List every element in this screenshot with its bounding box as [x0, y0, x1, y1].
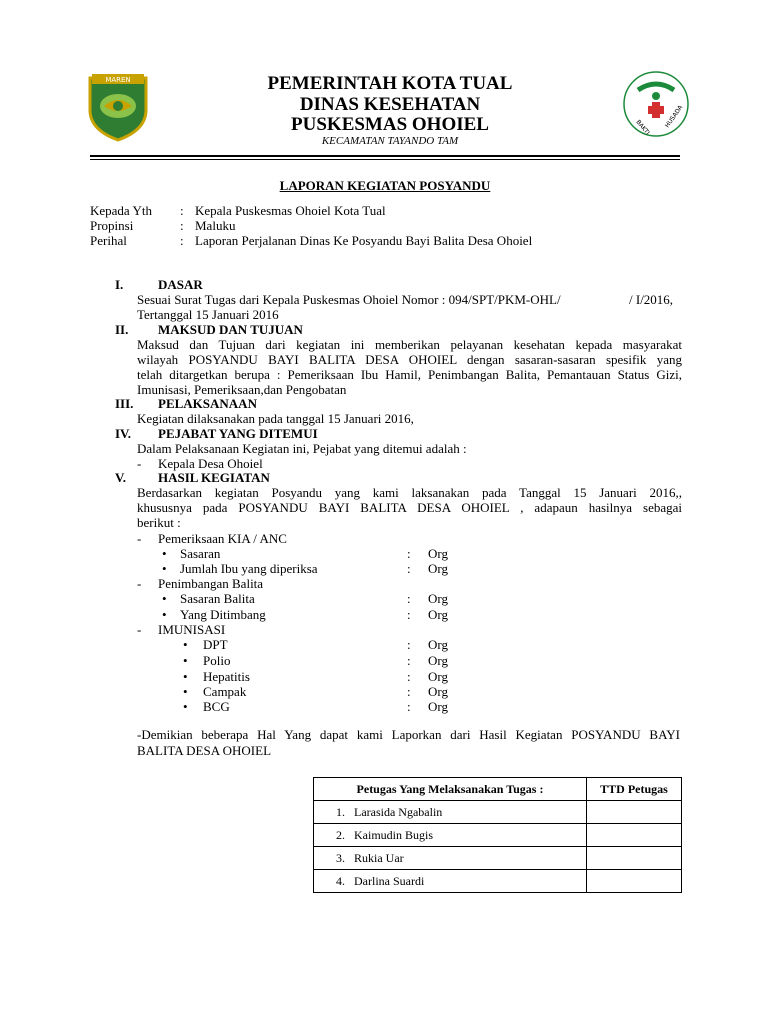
header-divider — [90, 155, 680, 157]
result-item-sep: : — [407, 637, 411, 652]
result-item-unit: Org — [428, 699, 448, 714]
bullet-icon: • — [183, 653, 188, 668]
bullet-icon: • — [162, 561, 167, 576]
paragraph-line: Tertanggal 15 Januari 2016 — [137, 307, 279, 322]
meta-sep: : — [180, 218, 184, 233]
header-department: DINAS KESEHATAN — [299, 94, 481, 115]
officer-cell — [314, 824, 587, 847]
paragraph-line: Dalam Pelaksanaan Kegiatan ini, Pejabat yang ditemui adalah : — [137, 441, 467, 456]
result-item-sep: : — [407, 699, 411, 714]
city-emblem-logo — [84, 70, 152, 142]
officers-table — [313, 777, 682, 893]
officer-name: Darlina Suardi — [354, 873, 425, 888]
result-item-sep: : — [407, 684, 411, 699]
table-header: Petugas Yang Melaksanakan Tugas : — [314, 778, 587, 801]
result-item-label: Sasaran Balita — [180, 591, 255, 606]
signature-cell — [587, 870, 682, 893]
result-item-label: Hepatitis — [203, 669, 250, 684]
list-dash: - — [137, 456, 142, 471]
list-dash: - — [137, 576, 142, 591]
result-item-sep: : — [407, 653, 411, 668]
section-title-hasil: HASIL KEGIATAN — [158, 470, 270, 485]
result-item-unit: Org — [428, 684, 448, 699]
officer-number: 4. — [336, 873, 345, 888]
result-item-label: Polio — [203, 653, 231, 668]
section-title-dasar: DASAR — [158, 277, 203, 292]
paragraph-line: berikut : — [137, 515, 181, 530]
table-row — [314, 870, 682, 893]
list-dash: - — [137, 622, 142, 637]
list-item-official: Kepala Desa Ohoiel — [158, 456, 263, 471]
officer-name: Larasida Ngabalin — [354, 804, 443, 819]
meta-label: Perihal — [90, 233, 127, 248]
result-item-unit: Org — [428, 561, 448, 576]
result-item-sep: : — [407, 546, 411, 561]
officer-cell — [314, 847, 587, 870]
paragraph-line: Maksud dan Tujuan dari kegiatan ini memberikan pelayanan kesehatan kepada masyarakat — [137, 337, 682, 352]
header-government: PEMERINTAH KOTA TUAL — [267, 73, 513, 94]
meta-label: Propinsi — [90, 218, 134, 233]
bullet-icon: • — [162, 546, 167, 561]
signature-cell — [587, 801, 682, 824]
result-item-label: Sasaran — [180, 546, 221, 561]
document-title: LAPORAN KEGIATAN POSYANDU — [279, 178, 491, 193]
meta-label: Kepada Yth — [90, 203, 152, 218]
result-group-imunisasi: IMUNISASI — [158, 622, 226, 637]
result-item-label: Yang Ditimbang — [180, 607, 266, 622]
closing-line: -Demikian beberapa Hal Yang dapat kami Laporkan dari Hasil Kegiatan POSYANDU BAYI — [137, 727, 680, 742]
result-item-sep: : — [407, 607, 411, 622]
section-number: III. — [115, 396, 134, 411]
officer-number: 2. — [336, 827, 345, 842]
result-item-unit: Org — [428, 546, 448, 561]
result-item-label: Jumlah Ibu yang diperiksa — [180, 561, 318, 576]
meta-value-recipient: Kepala Puskesmas Ohoiel Kota Tual — [195, 203, 386, 218]
meta-value-subject: Laporan Perjalanan Dinas Ke Posyandu Bayi Balita Desa Ohoiel — [195, 233, 533, 248]
result-item-label: Campak — [203, 684, 247, 699]
table-header: TTD Petugas — [587, 778, 682, 801]
officer-number: 3. — [336, 850, 345, 865]
paragraph-line: wilayah POSYANDU BAYI BALITA DESA OHOIEL dengan sasaran-sasaran spesifik yang — [137, 352, 682, 367]
table-row — [314, 801, 682, 824]
section-number: V. — [115, 470, 126, 485]
bakti-husada-logo — [622, 70, 690, 138]
paragraph-line: Imunisasi, Pemeriksaan,dan Pengobatan — [137, 382, 347, 397]
husada-label: HUSADA — [663, 104, 685, 130]
result-item-unit: Org — [428, 607, 448, 622]
paragraph-line: Kegiatan dilaksanakan pada tanggal 15 Januari 2016, — [137, 411, 414, 426]
table-row — [314, 824, 682, 847]
bullet-icon: • — [162, 591, 167, 606]
header-district: KECAMATAN TAYANDO TAM — [321, 135, 459, 147]
result-item-label: DPT — [203, 637, 228, 652]
bullet-icon: • — [183, 637, 188, 652]
closing-line: BALITA DESA OHOIEL — [137, 743, 272, 758]
paragraph-line: Berdasarkan kegiatan Posyandu yang kami laksanakan pada Tanggal 15 Januari 2016,, — [137, 485, 682, 500]
section-number: II. — [115, 322, 129, 337]
table-row — [314, 847, 682, 870]
paragraph-line: telah ditargetkan berupa : Pemeriksaan Ibu Hamil, Penimbangan Balita, Pemantauan Status Gizi, — [137, 367, 682, 382]
paragraph-line: Sesuai Surat Tugas dari Kepala Puskesmas Ohoiel Nomor : 094/SPT/PKM-OHL/ — [137, 292, 561, 307]
signature-cell — [587, 824, 682, 847]
emblem-logo-text: MAREN — [105, 76, 131, 84]
result-item-unit: Org — [428, 653, 448, 668]
header-puskesmas: PUSKESMAS OHOIEL — [291, 114, 489, 135]
section-title-maksud: MAKSUD DAN TUJUAN — [158, 322, 303, 337]
section-title-pejabat: PEJABAT YANG DITEMUI — [158, 426, 318, 441]
bullet-icon: • — [183, 684, 188, 699]
paragraph-line: / I/2016, — [629, 292, 674, 307]
meta-value-province: Maluku — [195, 218, 236, 233]
result-item-sep: : — [407, 669, 411, 684]
officer-name: Kaimudin Bugis — [354, 827, 434, 842]
result-item-sep: : — [407, 561, 411, 576]
officer-number: 1. — [336, 804, 345, 819]
result-item-unit: Org — [428, 669, 448, 684]
section-number: IV. — [115, 426, 132, 441]
bullet-icon: • — [183, 699, 188, 714]
bullet-icon: • — [183, 669, 188, 684]
table-header-row — [314, 778, 682, 801]
bullet-icon: • — [162, 607, 167, 622]
header-divider-thin — [90, 159, 680, 160]
section-number: I. — [115, 277, 124, 292]
officer-cell — [314, 870, 587, 893]
list-dash: - — [137, 531, 142, 546]
result-item-unit: Org — [428, 591, 448, 606]
meta-sep: : — [180, 233, 184, 248]
officer-cell — [314, 801, 587, 824]
signature-cell — [587, 847, 682, 870]
meta-sep: : — [180, 203, 184, 218]
result-item-label: BCG — [203, 699, 230, 714]
paragraph-line: khususnya pada POSYANDU BAYI BALITA DESA OHOIEL , adapaun hasilnya sebagai — [137, 500, 682, 515]
result-group-kia: Pemeriksaan KIA / ANC — [158, 531, 287, 546]
section-title-pelaksanaan: PELAKSANAAN — [158, 396, 257, 411]
officer-name: Rukia Uar — [354, 850, 404, 865]
bakti-label: BAKTI — [634, 118, 651, 137]
result-group-penimbangan: Penimbangan Balita — [158, 576, 264, 591]
result-item-unit: Org — [428, 637, 448, 652]
result-item-sep: : — [407, 591, 411, 606]
